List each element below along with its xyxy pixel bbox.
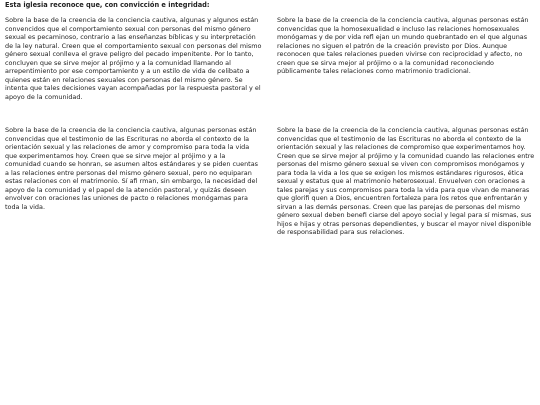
- paragraph-conviction-3: Sobre la base de la creencia de la conciencia cautiva, algunas personas están convencidas que el testimonio de las Escrituras no aborda el contexto de la orientación sexual y las relaciones de amor y compromiso para toda la vida que experimentamos hoy. Creen que se sirve mejor al prójimo y a la comunidad cuando se honran, se asumen altos estándares y se piden cuentas a las relaciones entre personas del mismo género sexual, pero no equiparan estas relaciones con el matrimonio. Sí afi rman, sin embargo, la necesidad del apoyo de la comunidad y el papel de la atención pastoral, y quizás deseen envolver con oraciones las uniones de pacto o relaciones monógamas para toda la vida.: [5, 126, 259, 211]
- paragraph-conviction-1: Sobre la base de la creencia de la conciencia cautiva, algunas y algunos están convencidos que el comportamiento sexual con personas del mismo género sexual es pecaminoso, contrario a las enseñanzas bíblicas y su interpretación de la ley natural. Creen que el comportamiento sexual con personas del mismo género sexual conlleva el grave peligro del pecado impenitente. Por lo tanto, concluyen que se sirve mejor al prójimo y a la comunidad llamando al arrepentimiento por ese comportamiento y a un estilo de vida de celibato a quienes están en relaciones sexuales con personas del mismo género. Se intenta que tales decisiones vayan acompañadas por la respuesta pastoral y el apoyo de la comunidad.: [5, 16, 262, 101]
- paragraph-conviction-2: Sobre la base de la creencia de la conciencia cautiva, algunas personas están convencidas que la homosexualidad e incluso las relaciones homosexuales monógamas y de por vida refl ejan un mundo quebrantado en el que algunas relaciones no siguen el patrón de la creación previsto por Dios. Aunque reconocen que tales relaciones pueden vivirse con reciprocidad y afecto, no creen que se sirva mejor al prójimo o a la comunidad reconociendo públicamente tales relaciones como matrimonio tradicional.: [277, 16, 529, 75]
- paragraph-conviction-4: Sobre la base de la creencia de la conciencia cautiva, algunas personas están convencidas que el testimonio de las Escrituras no aborda el contexto de la orientación sexual y las relaciones de compromiso que experimentamos hoy. Creen que se sirve mejor al prójimo y la comunidad cuando las relaciones entre personas del mismo género sexual se viven con compromisos monógamos y para toda la vida a los que se exigen los mismos estándares rigurosos, ética sexual y estatus que al matrimonio heterosexual. Envuelven con oraciones a tales parejas y sus compromisos para toda la vida para que vivan de maneras que glorifi quen a Dios, encuentren fortaleza para los retos que enfrentarán y sirvan a las demás personas. Creen que las parejas de personas del mismo género sexual deben benefi ciarse del apoyo social y legal para sí mismas, sus hijos e hijas y otras personas dependientes, y buscar el mayor nivel disponible de responsabilidad para sus relaciones.: [277, 126, 535, 236]
- page-heading: Esta iglesia reconoce que, con convicción e integridad:: [5, 1, 210, 9]
